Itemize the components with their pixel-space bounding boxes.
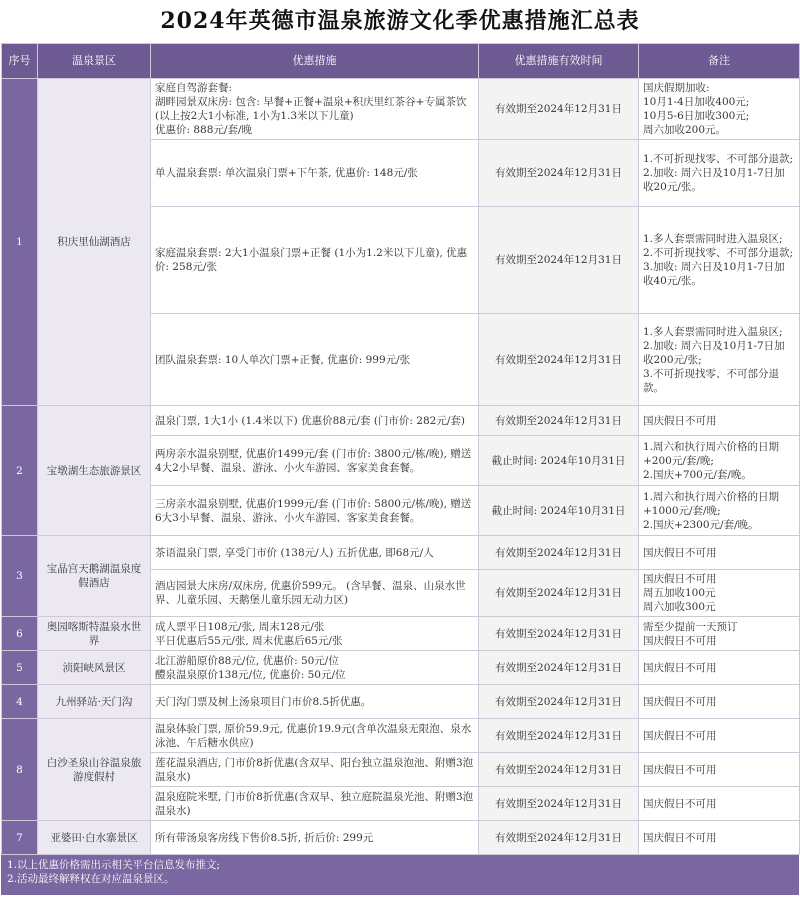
note-text: 国庆假日不可用	[639, 406, 800, 436]
table-row	[2, 536, 800, 570]
row-index: 7	[2, 821, 38, 855]
valid-time: 有效期至2024年12月31日	[479, 536, 639, 570]
valid-time: 有效期至2024年12月31日	[479, 314, 639, 406]
offer-text: 家庭温泉套票: 2大1小温泉门票+正餐 (1小为1.2米以下儿童), 优惠价: 258元/张	[151, 207, 479, 314]
valid-time: 截止时间: 2024年10月31日	[479, 486, 639, 536]
footer-note: 2.活动最终解释权在对应温泉景区。	[7, 873, 175, 885]
valid-time: 有效期至2024年12月31日	[479, 719, 639, 753]
note-text: 国庆假日不可用 周五加收100元 周六加收300元	[639, 570, 800, 617]
table-row	[2, 685, 800, 719]
note-text: 需至少提前一天预订 国庆假日不可用	[639, 617, 800, 651]
offer-text: 团队温泉套票: 10人单次门票+正餐, 优惠价: 999元/张	[151, 314, 479, 406]
valid-time: 有效期至2024年12月31日	[479, 651, 639, 685]
note-text: 1.周六和执行周六价格的日期+1000元/套/晚; 2.国庆+2300元/套/晚。	[639, 486, 800, 536]
offer-text: 单人温泉套票: 单次温泉门票+下午茶, 优惠价: 148元/张	[151, 140, 479, 207]
valid-time: 有效期至2024年12月31日	[479, 753, 639, 787]
note-text: 国庆假日不可用	[639, 719, 800, 753]
offer-text: 温泉门票, 1大1小 (1.4米以下) 优惠价88元/套 (门市价: 282元/套)	[151, 406, 479, 436]
area-name: 九州驿站·天门沟	[38, 685, 151, 719]
row-index: 5	[2, 651, 38, 685]
header-index: 序号	[2, 44, 38, 79]
note-text: 国庆假日不可用	[639, 536, 800, 570]
note-text: 1.多人套票需同时进入温泉区; 2.加收: 周六日及10月1-7日加收200元/张; 3.不可折现找零、不可部分退款。	[639, 314, 800, 406]
table-row	[2, 79, 800, 140]
table-row	[2, 617, 800, 651]
row-index: 1	[2, 79, 38, 406]
area-name: 宝墩湖生态旅游景区	[38, 406, 151, 536]
valid-time: 有效期至2024年12月31日	[479, 570, 639, 617]
offer-text: 天门沟门票及树上汤泉项目门市价8.5折优惠。	[151, 685, 479, 719]
table-row	[2, 821, 800, 855]
offer-text: 所有带汤泉客房线下售价8.5折, 折后价: 299元	[151, 821, 479, 855]
note-text: 1.多人套票需同时进入温泉区; 2.不可折现找零、不可部分退款; 3.加收: 周六日及10月1-7日加收40元/张。	[639, 207, 800, 314]
note-text: 国庆假日不可用	[639, 651, 800, 685]
valid-time: 有效期至2024年12月31日	[479, 617, 639, 651]
valid-time: 截止时间: 2024年10月31日	[479, 436, 639, 486]
row-index: 6	[2, 617, 38, 651]
table-row	[2, 719, 800, 753]
valid-time: 有效期至2024年12月31日	[479, 406, 639, 436]
note-text: 国庆假期加收: 10月1-4日加收400元; 10月5-6日加收300元; 周六加收200元。	[639, 79, 800, 140]
valid-time: 有效期至2024年12月31日	[479, 140, 639, 207]
offer-text: 家庭自驾游套餐: 湖畔园景双床房: 包含: 早餐+正餐+温泉+积庆里红茶谷+专属茶饮 (以上按2大1小标准, 1小为1.3米以下儿童) 优惠价: 888元/套/晚	[151, 79, 479, 140]
note-text: 国庆假日不可用	[639, 821, 800, 855]
valid-time: 有效期至2024年12月31日	[479, 207, 639, 314]
area-name: 奥园喀斯特温泉水世界	[38, 617, 151, 651]
offer-text: 温泉体验门票, 原价59.9元, 优惠价19.9元(含单次温泉无限泡、泉水泳池、午后糖水供应)	[151, 719, 479, 753]
area-name: 积庆里仙湖酒店	[38, 79, 151, 406]
header-area: 温泉景区	[38, 44, 151, 79]
offer-text: 温泉庭院米墅, 门市价8折优惠(含双早、独立庭院温泉光池、附赠3泡温泉水)	[151, 787, 479, 821]
valid-time: 有效期至2024年12月31日	[479, 821, 639, 855]
offer-text: 酒店园景大床房/双床房, 优惠价599元。 (含早餐、温泉、山泉水世界、儿童乐园、天鹅堡儿童乐园无动力区)	[151, 570, 479, 617]
footer-notes	[1, 855, 799, 895]
offer-text: 两房亲水温泉别墅, 优惠价1499元/套 (门市价: 3800元/栋/晚), 赠送4大2小早餐、温泉、游泳、小火车游园、客家美食套餐。	[151, 436, 479, 486]
table-row	[2, 406, 800, 436]
area-name: 浈阳峡风景区	[38, 651, 151, 685]
offer-text: 北江游船原价88元/位, 优惠价: 50元/位 醴泉温泉原价138元/位, 优惠价: 50元/位	[151, 651, 479, 685]
row-index: 2	[2, 406, 38, 536]
note-text: 国庆假日不可用	[639, 787, 800, 821]
table-header-row	[2, 44, 800, 79]
offer-text: 三房亲水温泉别墅, 优惠价1999元/套 (门市价: 5800元/栋/晚), 赠送6大3小早餐、温泉、游泳、小火车游园、客家美食套餐。	[151, 486, 479, 536]
page-title: 2024年英德市温泉旅游文化季优惠措施汇总表	[160, 8, 640, 34]
area-name: 亚婆田·白水寨景区	[38, 821, 151, 855]
offer-text: 莲花温泉酒店, 门市价8折优惠(含双早、阳台独立温泉泡池、附赠3泡温泉水)	[151, 753, 479, 787]
area-name: 白沙圣泉山谷温泉旅游度假村	[38, 719, 151, 821]
valid-time: 有效期至2024年12月31日	[479, 685, 639, 719]
area-name: 宝晶宫天鹅湖温泉度假酒店	[38, 536, 151, 617]
note-text: 国庆假日不可用	[639, 753, 800, 787]
offer-text: 茶语温泉门票, 享受门市价 (138元/人) 五折优惠, 即68元/人	[151, 536, 479, 570]
note-text: 1.不可折现找零、不可部分退款; 2.加收: 周六日及10月1-7日加收20元/张。	[639, 140, 800, 207]
valid-time: 有效期至2024年12月31日	[479, 787, 639, 821]
note-text: 国庆假日不可用	[639, 685, 800, 719]
table-row	[2, 651, 800, 685]
note-text: 1.周六和执行周六价格的日期+200元/套/晚; 2.国庆+700元/套/晚。	[639, 436, 800, 486]
discount-table	[1, 43, 800, 855]
header-note: 备注	[639, 44, 800, 79]
header-offer: 优惠措施	[151, 44, 479, 79]
header-valid-time: 优惠措施有效时间	[479, 44, 639, 79]
offer-text: 成人票平日108元/张, 周末128元/张 平日优惠后55元/张, 周末优惠后65元/张	[151, 617, 479, 651]
row-index: 4	[2, 685, 38, 719]
footer-note: 1.以上优惠价格需出示相关平台信息发布推文;	[7, 859, 221, 871]
row-index: 8	[2, 719, 38, 821]
valid-time: 有效期至2024年12月31日	[479, 79, 639, 140]
row-index: 3	[2, 536, 38, 617]
